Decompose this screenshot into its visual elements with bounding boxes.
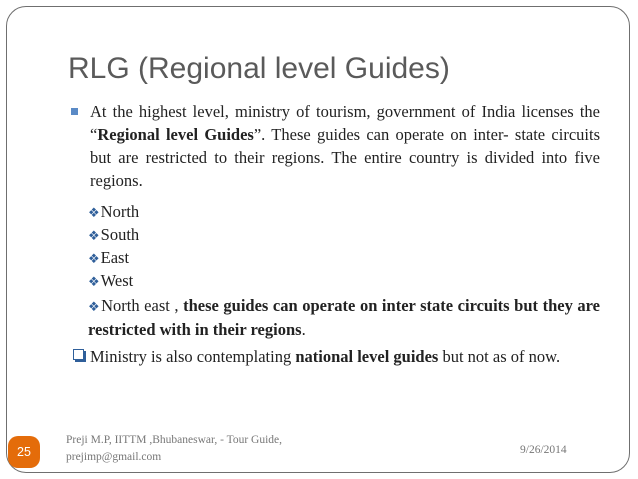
- bullet-2-bold: national level guides: [295, 347, 439, 366]
- bullet-1: [68, 100, 600, 192]
- square-bullet-icon: [71, 108, 78, 115]
- bullet-1-post: ”. These guides can operate on inter- state circuits but are restricted to their regions. The entire country is divided into five regions.: [90, 125, 600, 190]
- bullet-2-pre: Ministry is also contemplating: [90, 347, 296, 366]
- footer-author: [66, 432, 286, 466]
- region-label: East: [100, 248, 130, 267]
- region-label: South: [100, 225, 140, 244]
- region-note-bold: these guides can operate on inter state circuits but they are restricted with in their regions: [88, 296, 600, 339]
- region-label: North: [100, 202, 140, 221]
- region-label: West: [100, 271, 134, 290]
- diamond-bullet-icon: ❖: [88, 299, 101, 314]
- diamond-bullet-icon: ❖: [88, 205, 100, 220]
- bullet-2-text: [68, 345, 600, 368]
- bullet-1-pre: At the highest level, ministry of tourism, government of India licenses the “: [90, 102, 600, 144]
- diamond-bullet-icon: ❖: [88, 274, 100, 289]
- region-label: North east ,: [101, 296, 184, 315]
- diamond-bullet-icon: ❖: [88, 251, 100, 266]
- region-item-north-east: [88, 294, 600, 341]
- region-item-north: [88, 200, 139, 224]
- checkbox-bullet-icon: [73, 349, 84, 360]
- region-item-south: [88, 223, 139, 247]
- footer-author-line1: Preji M.P, IITTM ,Bhubaneswar, - Tour Guide,: [66, 434, 283, 446]
- region-note-end: .: [301, 320, 306, 339]
- footer-date: 9/26/2014: [520, 444, 567, 456]
- region-item-east: [88, 246, 129, 270]
- region-item-west: [88, 269, 133, 293]
- diamond-bullet-icon: ❖: [88, 228, 100, 243]
- bullet-2-post: but not as of now.: [438, 347, 561, 366]
- page-number-badge: 25: [8, 436, 40, 468]
- bullet-2: [68, 345, 600, 368]
- bullet-1-text: [68, 100, 600, 192]
- slide-title: RLG (Regional level Guides): [68, 52, 450, 85]
- bullet-1-bold: Regional level Guides: [97, 125, 254, 144]
- footer-author-email: prejimp@gmail.com: [66, 451, 162, 463]
